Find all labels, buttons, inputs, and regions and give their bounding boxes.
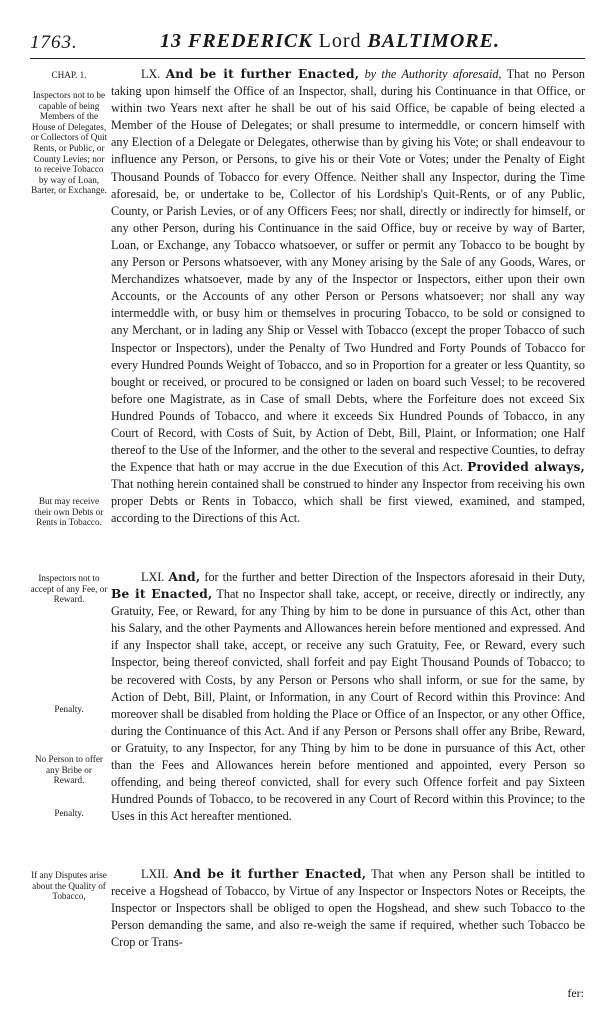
margin-note-penalty-1: Penalty. xyxy=(54,704,84,714)
margin-note-no-bribe: No Person to offer any Bribe or Reward. xyxy=(35,754,103,786)
margin-note-no-fee: Inspectors not to accept of any Fee, or Reward. xyxy=(30,573,108,605)
header-year: 1763. xyxy=(30,32,78,53)
section-lxi xyxy=(111,569,585,825)
section-body: That no Inspector shall take, accept, or receive, directly or indirectly, any Gratuity, Fee, or Reward, for any Thing by him to be done in pursuance of this Act, other than his Salary, and the other Payments and Allowances herein before mentioned and expressed. And if any Inspector shall take, accept, or receive any such Gratuity, Fee, or Reward, every such Inspector, being thereof convicted, shall forfeit and pay Eight Thousand Pounds of Tobacco; to be recovered with Costs, by any Person or Persons who shall inform, or sue for the same, by Action of Debt, Bill, Plaint, or Information, in any Court of Record within this Province: And moreover shall be disabled from holding the Place or Office of an Inspector, or any other Office, during the Continuance of this Act. And if any Person or Persons shall offer any Bribe, Reward, or Gratuity, to any Inspector, for any Thing by him to be done in pursuance of this Act, other than the Fees and Allowances herein before mentioned and appointed, every Person so offending, and being thereof convicted, shall for every such Offence forfeit and pay Sixteen Hundred Pounds of Tobacco, to be recovered in any Court of Record within this Province; to the Uses in this Act hereafter mentioned. xyxy=(111,587,586,824)
running-header xyxy=(30,30,585,56)
proviso-clause: Provided always, xyxy=(467,460,586,475)
margin-note-chapter: CHAP. 1. xyxy=(51,70,87,80)
section-body: That no Person taking upon himself the Office of an Inspector, shall, during his Continuance in that Office, or within two Years next after he shall be out of his said Office, be capable of being elected a Member of the House of Delegates; or shall presume to intermeddle, or concern himself with any Election of a Delegate or Delegates, otherwise than by giving his Vote; or shall endeavour to influence any Person, or Persons, to give his or their Vote or Votes; under the Penalty of Eight Thousand Pounds of Tobacco for every Offence. Neither shall any Inspector, during the Time aforesaid, be, or undertake to be, Collector of his Lordship's Quit-Rents, or of any Public, County, or Parish Levies, or of any Officers Fees; nor shall, directly or indirectly for himself, or any other Person, during his Continuance in the said Office, buy or receive by way of Barter, Loan, or Exchange, any Tobacco whatsoever, or suffer or permit any Tobacco to be bought by any Person or Persons whatsoever, with any Money arising by the Sale of any Goods, Wares, or Merchandizes whatsoever, made by any of the Inspector or Inspectors, either upon their own Accounts, or the Accounts of any other Person or Persons whatsoever; nor shall any way intermeddle with, or busy him or themselves in procuring Tobacco, to be sold or consigned to any Merchant, or in lading any Ship or Vessel with Tobacco (except the proper Tobacco of such Inspector or Inspectors), under the Penalty of Two Hundred and Forty Pounds of Tobacco for every Hundred Pounds Weight of Tobacco, and so in Proportion for a greater or less Quantity, so bought or received, or procured to be consigned or laden on board such Vessel; to be recovered before one Magistrate, as in Case of small Debts, where the Forfeiture does not exceed Six Hundred Pounds of Tobacco, and where it exceeds Six Hundred Pounds of Tobacco, in any Court of Record, with Costs of Suit, by Action of Debt, Bill, Plaint, or Information; one Half thereof to the Use of the Informer, and the other to the several and respective Counties, to defray the Expence that hath or may accrue in the due Execution of this Act. xyxy=(111,67,586,475)
header-name-last: BALTIMORE. xyxy=(367,30,500,52)
header-title xyxy=(160,30,500,53)
authority-clause: by the Authority aforesaid, xyxy=(364,67,502,81)
section-number: LXI. xyxy=(141,570,165,584)
margin-note-disputes: If any Disputes arise about the Quality of Tobacco, xyxy=(31,870,107,902)
section-body: That when any Person shall be intitled to receive a Hogshead of Tobacco, by Virtue of any Inspector or Inspectors Notes or Receipts, the Inspector or Inspectors shall be obliged to open the Hogshead, and shew such Tobacco to the Person demanding the same, and also re-weigh the same if required, whether such Tobacco be Crop or Trans- xyxy=(111,867,585,950)
catchword: fer: xyxy=(567,986,584,1000)
margin-note-inspectors-disqualified: Inspectors not to be capable of being Members of the House of Delegates, or Collectors of Quit Rents, or Public, or County Levies; nor to receive Tobacco by way of Loan, Barter, or Exchange. xyxy=(30,90,108,196)
section-body-proviso: That nothing herein contained shall be construed to hinder any Inspector from receiving his own proper Debts or Rents in Tobacco, which shall be first viewed, examined, and stamped, according to the Directions of this Act. xyxy=(111,477,585,526)
header-rule xyxy=(30,58,585,59)
enacting-clause: And, xyxy=(168,570,201,584)
section-lx xyxy=(111,66,585,528)
margin-note-penalty-2: Penalty. xyxy=(54,808,84,818)
enacting-clause: And be it further Enacted, xyxy=(173,867,367,881)
margin-note-own-debts: But may receive their own Debts or Rents in Tobacco. xyxy=(34,496,104,528)
section-lxii xyxy=(111,866,585,951)
header-lord: Lord xyxy=(318,30,362,52)
enacting-clause: And be it further Enacted, xyxy=(165,67,360,81)
enacted-clause: Be it Enacted, xyxy=(111,587,213,602)
header-name-first: FREDERICK xyxy=(188,30,313,52)
section-body-intro: for the further and better Direction of the Inspectors aforesaid in their Duty, xyxy=(204,570,586,584)
section-number: LXII. xyxy=(141,867,169,881)
header-page-number: 13 xyxy=(160,30,182,52)
section-number: LX. xyxy=(141,67,161,81)
